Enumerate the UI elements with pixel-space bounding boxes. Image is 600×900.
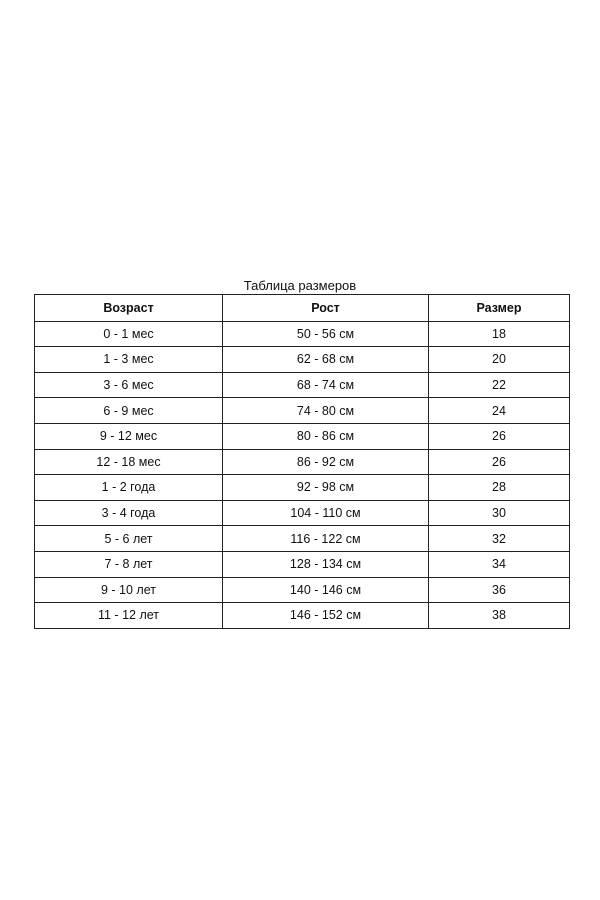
cell-size: 28: [429, 475, 570, 501]
cell-age: 12 - 18 мес: [35, 449, 223, 475]
cell-size: 36: [429, 577, 570, 603]
table-row: [35, 603, 570, 629]
table-caption: Таблица размеров: [243, 278, 357, 293]
cell-age: 3 - 4 года: [35, 500, 223, 526]
cell-age: 1 - 3 мес: [35, 347, 223, 373]
table-row: [35, 577, 570, 603]
cell-size: 22: [429, 372, 570, 398]
table-row: [35, 500, 570, 526]
cell-age: 1 - 2 года: [35, 475, 223, 501]
cell-size: 20: [429, 347, 570, 373]
table-header-row: [35, 295, 570, 322]
cell-size: 30: [429, 500, 570, 526]
cell-height: 104 - 110 см: [223, 500, 429, 526]
cell-age: 9 - 10 лет: [35, 577, 223, 603]
cell-height: 116 - 122 см: [223, 526, 429, 552]
cell-height: 128 - 134 см: [223, 551, 429, 577]
table-row: [35, 372, 570, 398]
cell-size: 24: [429, 398, 570, 424]
cell-size: 26: [429, 449, 570, 475]
table-row: [35, 321, 570, 347]
header-height: Рост: [223, 295, 429, 322]
cell-height: 80 - 86 см: [223, 423, 429, 449]
cell-age: 9 - 12 мес: [35, 423, 223, 449]
table-row: [35, 347, 570, 373]
cell-height: 68 - 74 см: [223, 372, 429, 398]
cell-height: 86 - 92 см: [223, 449, 429, 475]
cell-height: 92 - 98 см: [223, 475, 429, 501]
cell-size: 18: [429, 321, 570, 347]
table-row: [35, 551, 570, 577]
header-age: Возраст: [35, 295, 223, 322]
size-table: [34, 294, 570, 629]
cell-size: 26: [429, 423, 570, 449]
cell-size: 34: [429, 551, 570, 577]
header-size: Размер: [429, 295, 570, 322]
cell-size: 38: [429, 603, 570, 629]
cell-height: 146 - 152 см: [223, 603, 429, 629]
table-row: [35, 398, 570, 424]
cell-age: 6 - 9 мес: [35, 398, 223, 424]
table-row: [35, 475, 570, 501]
table-row: [35, 449, 570, 475]
table-row: [35, 526, 570, 552]
cell-height: 140 - 146 см: [223, 577, 429, 603]
table-row: [35, 423, 570, 449]
cell-height: 62 - 68 см: [223, 347, 429, 373]
cell-height: 74 - 80 см: [223, 398, 429, 424]
cell-age: 0 - 1 мес: [35, 321, 223, 347]
cell-height: 50 - 56 см: [223, 321, 429, 347]
cell-age: 7 - 8 лет: [35, 551, 223, 577]
cell-age: 5 - 6 лет: [35, 526, 223, 552]
cell-age: 11 - 12 лет: [35, 603, 223, 629]
cell-age: 3 - 6 мес: [35, 372, 223, 398]
cell-size: 32: [429, 526, 570, 552]
